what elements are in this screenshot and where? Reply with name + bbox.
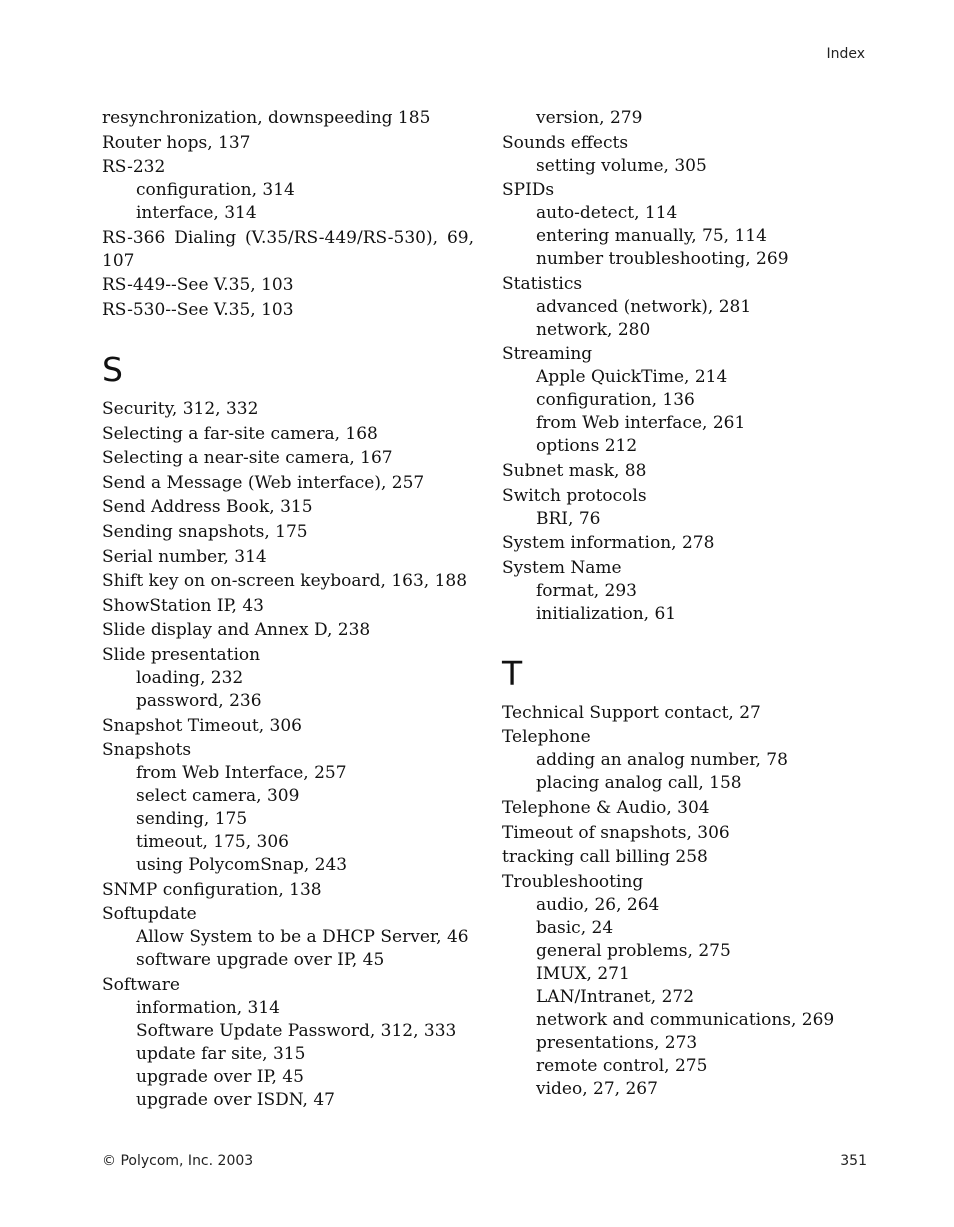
index-subentry: information, 314 [136,997,281,1018]
index-entry: Software [102,974,180,995]
index-subentry: BRI, 76 [536,508,601,529]
index-entry: Technical Support contact, 27 [502,702,761,723]
index-subentry: options 212 [536,436,638,457]
index-entry: SNMP configuration, 138 [102,879,322,900]
index-subentry: video, 27, 267 [536,1078,658,1099]
index-entry: Softupdate [102,904,197,925]
index-entry: Troubleshooting [502,871,644,892]
index-entry: tracking call billing 258 [502,847,708,868]
index-entry: System information, 278 [502,533,715,554]
index-subentry: upgrade over ISDN, 47 [136,1089,335,1110]
index-entry: ShowStation IP, 43 [102,595,264,616]
index-subentry: network and communications, 269 [536,1009,835,1030]
index-subentry: configuration, 314 [136,180,295,201]
section-letter-heading: S [102,349,123,389]
index-entry: Selecting a near-site camera, 167 [102,448,393,469]
index-subentry: LAN/Intranet, 272 [536,986,695,1007]
index-subentry: IMUX, 271 [536,963,630,984]
index-subentry: setting volume, 305 [536,155,707,176]
index-entry: Sending snapshots, 175 [102,521,308,542]
index-subentry: entering manually, 75, 114 [536,226,767,247]
index-entry: RS-530--See V.35, 103 [102,299,294,320]
index-subentry: initialization, 61 [536,603,677,624]
index-entry: Snapshot Timeout, 306 [102,715,302,736]
index-entry: Statistics [502,273,583,294]
index-entry: SPIDs [502,180,555,201]
index-subentry: from Web Interface, 257 [136,763,347,784]
index-entry: Serial number, 314 [102,546,267,567]
index-subentry: using PolycomSnap, 243 [136,855,348,876]
index-subentry: audio, 26, 264 [536,894,660,915]
index-subentry: upgrade over IP, 45 [136,1066,304,1087]
index-subentry: from Web interface, 261 [536,413,746,434]
running-header: Index [826,46,865,62]
index-subentry: version, 279 [536,108,643,128]
index-entry: Timeout of snapshots, 306 [502,822,730,843]
index-entry: Telephone & Audio, 304 [502,797,710,818]
index-subentry: select camera, 309 [136,786,300,807]
index-subentry: basic, 24 [536,917,614,938]
index-subentry: loading, 232 [136,667,244,688]
index-entry: RS-232 [102,157,166,178]
index-entry: Subnet mask, 88 [502,460,647,481]
index-subentry: password, 236 [136,690,262,711]
index-column-right [502,107,874,1101]
index-subentry: Software Update Password, 312, 333 [136,1020,457,1041]
index-entry: Switch protocols [502,485,647,506]
index-entry: Router hops, 137 [102,132,251,153]
index-subentry: presentations, 273 [536,1032,698,1053]
index-entry: System Name [502,557,622,578]
index-entry: Telephone [502,727,591,748]
index-entry: resynchronization, downspeeding 185 [102,108,431,128]
index-entry: Shift key on on-screen keyboard, 163, 188 [102,571,468,592]
footer-copyright: © Polycom, Inc. 2003 [102,1153,254,1169]
index-subentry: software upgrade over IP, 45 [136,950,385,971]
index-subentry: number troubleshooting, 269 [536,249,789,270]
index-subentry: configuration, 136 [536,390,695,411]
index-subentry: general problems, 275 [536,940,731,961]
index-entry: Streaming [502,344,593,365]
index-subentry: Allow System to be a DHCP Server, 46 [136,927,469,948]
page-number: 351 [840,1153,867,1169]
index-entry: RS-449--See V.35, 103 [102,275,294,296]
index-column-left [102,107,474,1112]
index-subentry: auto-detect, 114 [536,203,678,224]
section-letter-heading: T [502,653,523,693]
index-subentry: Apple QuickTime, 214 [536,367,728,388]
index-subentry: advanced (network), 281 [536,296,752,317]
index-entry: Slide presentation [102,644,261,665]
index-subentry: update far site, 315 [136,1043,306,1064]
index-entry: RS-366 Dialing (V.35/RS-449/RS-530), 69, 107 [102,227,474,271]
index-entry: Sounds effects [502,132,629,153]
index-subentry: timeout, 175, 306 [136,832,289,853]
index-subentry: remote control, 275 [536,1055,708,1076]
index-subentry: format, 293 [536,580,637,601]
index-subentry: placing analog call, 158 [536,773,742,794]
index-subentry: adding an analog number, 78 [536,750,788,771]
index-entry: Slide display and Annex D, 238 [102,620,371,641]
index-subentry: network, 280 [536,319,651,340]
index-entry: Send Address Book, 315 [102,497,313,518]
index-entry: Selecting a far-site camera, 168 [102,423,378,444]
index-subentry: sending, 175 [136,809,248,830]
index-entry: Snapshots [102,740,192,761]
index-entry: Send a Message (Web interface), 257 [102,472,425,493]
index-entry: Security, 312, 332 [102,398,259,419]
index-subentry: interface, 314 [136,203,257,224]
